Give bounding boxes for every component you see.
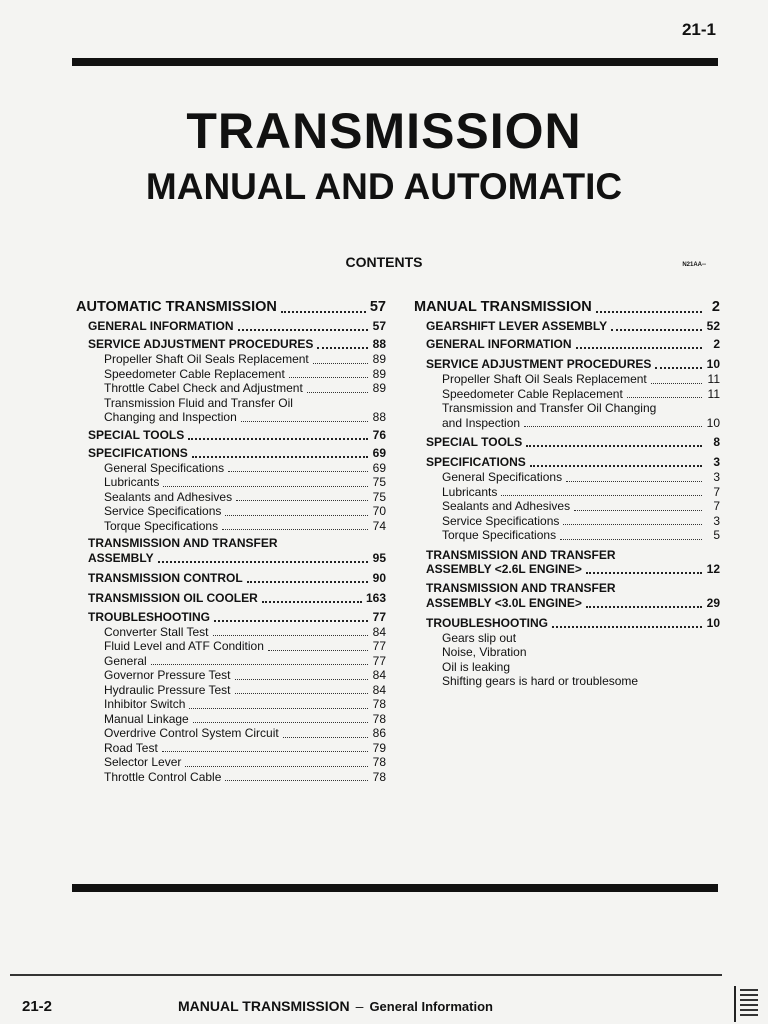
toc-entry[interactable]: SERVICE ADJUSTMENT PROCEDURES 88: [88, 337, 386, 351]
toc-entry-line: TRANSMISSION AND TRANSFER: [88, 536, 278, 550]
toc-entry[interactable]: TROUBLESHOOTING 77: [88, 609, 386, 624]
page-title: TRANSMISSION: [186, 103, 582, 159]
toc-entry[interactable]: Throttle Control Cable 78: [104, 769, 386, 784]
toc-entry[interactable]: TRANSMISSION CONTROL 90: [88, 570, 386, 585]
toc-entry[interactable]: Torque Specifications 74: [104, 518, 386, 533]
toc-entry[interactable]: ASSEMBLY <2.6L ENGINE> 12: [426, 562, 720, 576]
toc-entry[interactable]: Oil is leaking: [442, 659, 511, 674]
toc-entry[interactable]: Overdrive Control System Circuit 86: [104, 726, 386, 740]
toc-entry[interactable]: General Specifications 3: [442, 470, 720, 484]
toc-entry[interactable]: ASSEMBLY <3.0L ENGINE> 29: [426, 595, 720, 610]
toc-entry[interactable]: Hydraulic Pressure Test 84: [104, 682, 386, 697]
toc-entry[interactable]: Inhibitor Switch 78: [104, 697, 386, 711]
toc-entry[interactable]: TRANSMISSION OIL COOLER 163: [88, 590, 386, 605]
footer-separator: –: [355, 998, 364, 1014]
page-break-rule: [10, 974, 722, 976]
toc-entry[interactable]: Throttle Cabel Check and Adjustment 89: [104, 381, 386, 395]
contents-heading: CONTENTS: [345, 254, 423, 270]
toc-entry[interactable]: GENERAL INFORMATION 2: [426, 337, 720, 351]
toc-entry-automatic-transmission[interactable]: AUTOMATIC TRANSMISSION 57: [76, 299, 386, 315]
footer-section: MANUAL TRANSMISSION: [178, 998, 350, 1014]
footer-title: [178, 998, 493, 1014]
toc-entry[interactable]: Changing and Inspection 88: [104, 410, 386, 424]
toc-entry-line: Transmission and Transfer Oil Changing: [442, 401, 657, 415]
toc-entry[interactable]: General Specifications 69: [104, 460, 386, 475]
bottom-rule: [72, 884, 718, 892]
toc-entry[interactable]: Gears slip out: [442, 630, 517, 645]
toc-entry[interactable]: Torque Specifications 5: [442, 528, 720, 542]
toc-entry[interactable]: SPECIAL TOOLS 76: [88, 427, 386, 442]
toc-entry[interactable]: General 77: [104, 653, 386, 668]
toc-entry[interactable]: SERVICE ADJUSTMENT PROCEDURES 10: [426, 357, 720, 371]
toc-entry[interactable]: Propeller Shaft Oil Seals Replacement 89: [104, 352, 386, 366]
toc-entry[interactable]: Lubricants 75: [104, 475, 386, 489]
toc-entry[interactable]: Selector Lever 78: [104, 755, 386, 769]
toc-entry[interactable]: SPECIFICATIONS 3: [426, 455, 720, 469]
toc-entry[interactable]: Road Test 79: [104, 740, 386, 755]
footer-page-number: 21-2: [22, 998, 53, 1015]
toc-entry[interactable]: Service Specifications 3: [442, 513, 720, 528]
page-number-top: 21-1: [681, 20, 716, 39]
footer-subsection: General Information: [369, 999, 493, 1014]
toc-entry[interactable]: Shifting gears is hard or troublesome: [442, 674, 639, 688]
toc-entry[interactable]: Lubricants 7: [442, 484, 720, 499]
toc-entry[interactable]: Sealants and Adhesives 7: [442, 499, 720, 513]
toc-entry-manual-transmission[interactable]: MANUAL TRANSMISSION 2: [414, 299, 720, 315]
toc-entry[interactable]: Fluid Level and ATF Condition 77: [104, 639, 386, 653]
edge-index-tab: [734, 986, 758, 1022]
toc-entry[interactable]: Noise, Vibration: [442, 645, 527, 659]
toc-entry[interactable]: Service Specifications 70: [104, 504, 386, 518]
toc-entry[interactable]: Converter Stall Test 84: [104, 624, 386, 639]
toc-entry[interactable]: and Inspection 10: [442, 415, 720, 430]
toc-entry[interactable]: Speedometer Cable Replacement 89: [104, 366, 386, 381]
toc-right-column: [414, 298, 720, 689]
toc-entry-line: TRANSMISSION AND TRANSFER: [426, 581, 616, 595]
toc-entry[interactable]: SPECIAL TOOLS 8: [426, 435, 720, 449]
toc-left-column: [76, 298, 386, 784]
page-subtitle: MANUAL AND AUTOMATIC: [145, 166, 623, 207]
toc-entry[interactable]: Manual Linkage 78: [104, 711, 386, 726]
toc-entry[interactable]: GENERAL INFORMATION 57: [88, 319, 386, 333]
toc-entry-line: Transmission Fluid and Transfer Oil: [104, 395, 293, 410]
toc-entry[interactable]: ASSEMBLY 95: [88, 550, 386, 565]
toc-entry[interactable]: GEARSHIFT LEVER ASSEMBLY 52: [426, 319, 720, 333]
toc-entry[interactable]: Governor Pressure Test 84: [104, 668, 386, 682]
toc-entry[interactable]: Sealants and Adhesives 75: [104, 489, 386, 504]
toc-entry[interactable]: SPECIFICATIONS 69: [88, 445, 386, 460]
toc-entry[interactable]: Propeller Shaft Oil Seals Replacement 11: [442, 372, 720, 386]
toc-entry[interactable]: Speedometer Cable Replacement 11: [442, 386, 720, 401]
toc-entry[interactable]: TROUBLESHOOTING 10: [426, 615, 720, 630]
top-rule: [72, 58, 718, 66]
toc-entry-line: TRANSMISSION AND TRANSFER: [426, 547, 616, 562]
doc-code: N21AA--: [682, 262, 706, 268]
